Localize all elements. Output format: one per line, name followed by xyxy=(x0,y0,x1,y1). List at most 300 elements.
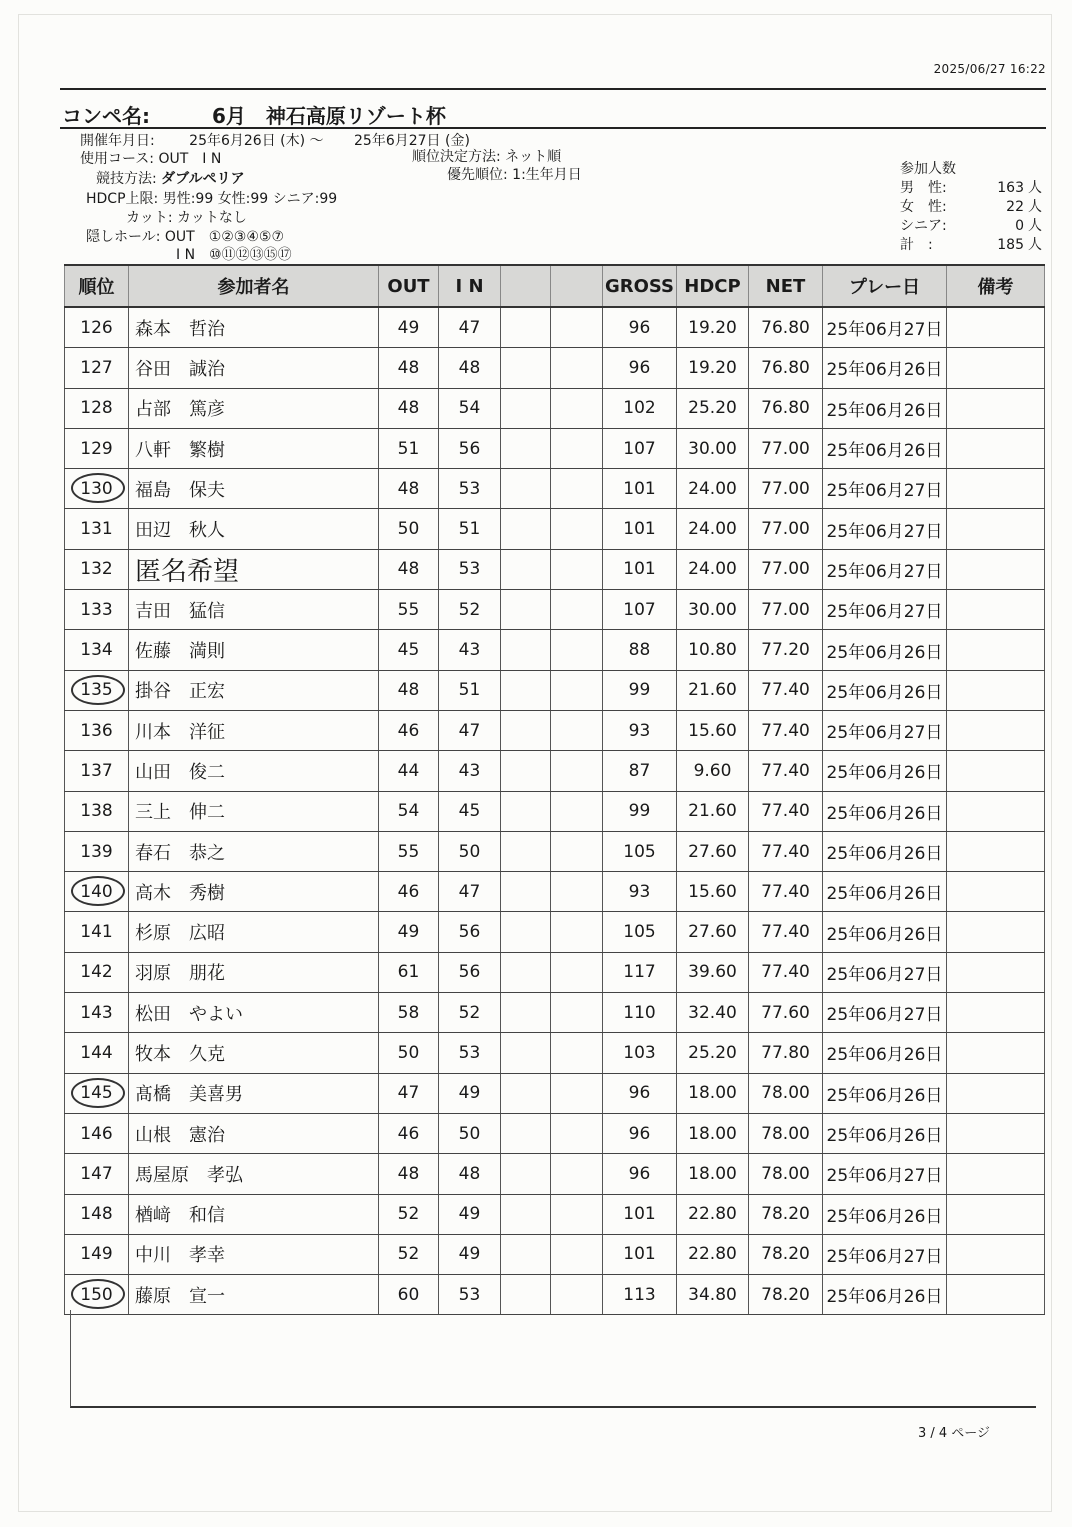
net-value: 78.00 xyxy=(761,1123,810,1144)
name-value: 吉田 猛信 xyxy=(135,600,225,622)
column-header: OUT xyxy=(379,265,439,307)
remarks-cell xyxy=(947,590,1045,630)
gross-cell xyxy=(603,1154,677,1194)
in-value: 47 xyxy=(458,720,481,741)
hdcp-cell xyxy=(677,791,749,831)
counts-title: 参加人数 xyxy=(900,161,956,177)
rank-value: 126 xyxy=(80,317,113,338)
hdcp-cell xyxy=(677,1194,749,1234)
table-row xyxy=(65,1113,1045,1153)
column-header xyxy=(501,265,551,307)
date-label: 開催年月日: xyxy=(80,133,155,149)
table-row xyxy=(65,630,1045,670)
name-cell xyxy=(129,348,379,388)
table-row xyxy=(65,1154,1045,1194)
column-header: HDCP xyxy=(677,265,749,307)
in-value: 47 xyxy=(458,317,481,338)
hdcp-value: 27.60 xyxy=(688,922,737,943)
rank-value: 139 xyxy=(80,841,113,862)
name-cell xyxy=(129,590,379,630)
gross-value: 105 xyxy=(623,841,656,862)
blank-cell xyxy=(501,670,551,710)
out-cell xyxy=(379,509,439,549)
hdcp-value: 9.60 xyxy=(693,760,732,781)
gross-value: 113 xyxy=(623,1284,656,1305)
hdcp-cell xyxy=(677,670,749,710)
name-value: 髙橋 美喜男 xyxy=(135,1084,243,1106)
info-hidden-out xyxy=(86,228,284,246)
gross-cell xyxy=(603,751,677,791)
title-rule xyxy=(60,127,1046,129)
out-cell xyxy=(379,348,439,388)
blank-cell xyxy=(551,912,603,952)
column-header: 参加者名 xyxy=(129,265,379,307)
count-value: 22 xyxy=(1006,199,1024,215)
rank-cell xyxy=(65,549,129,589)
net-cell xyxy=(749,1033,823,1073)
blank-cell xyxy=(551,428,603,468)
competition-name: 6月 神石高原リゾート杯 xyxy=(212,104,446,128)
remarks-cell xyxy=(947,549,1045,589)
table-row xyxy=(65,1073,1045,1113)
date-cell xyxy=(823,388,947,428)
name-cell xyxy=(129,791,379,831)
out-value: 48 xyxy=(397,478,420,499)
rank-cell xyxy=(65,751,129,791)
date-cell xyxy=(823,993,947,1033)
gross-cell xyxy=(603,710,677,750)
gross-cell xyxy=(603,1033,677,1073)
hdcp-value: 18.00 xyxy=(688,1083,737,1104)
results-table xyxy=(64,264,1045,1315)
gross-value: 101 xyxy=(623,1244,656,1265)
gross-value: 101 xyxy=(623,478,656,499)
net-value: 77.40 xyxy=(761,922,810,943)
hdcp-value: 18.00 xyxy=(688,1163,737,1184)
name-cell xyxy=(129,1033,379,1073)
hdcp-value: 21.60 xyxy=(688,680,737,701)
table-row xyxy=(65,348,1045,388)
net-value: 77.40 xyxy=(761,760,810,781)
gross-cell xyxy=(603,428,677,468)
gross-value: 107 xyxy=(623,438,656,459)
blank-cell xyxy=(551,993,603,1033)
rank-cell xyxy=(65,670,129,710)
name-cell xyxy=(129,831,379,871)
rank-value: 149 xyxy=(80,1244,113,1265)
out-value: 58 xyxy=(397,1002,420,1023)
hdcp-cell xyxy=(677,831,749,871)
count-label: 女 性: xyxy=(900,199,947,215)
in-cell xyxy=(439,509,501,549)
rank-cell xyxy=(65,630,129,670)
out-value: 48 xyxy=(397,357,420,378)
table-row xyxy=(65,952,1045,992)
rank-value: 143 xyxy=(80,1002,113,1023)
net-cell xyxy=(749,912,823,952)
gross-value: 96 xyxy=(628,357,651,378)
in-value: 43 xyxy=(458,640,481,661)
name-value: 森本 哲治 xyxy=(135,318,225,340)
out-cell xyxy=(379,388,439,428)
net-value: 77.40 xyxy=(761,962,810,983)
date-value: 25年06月27日 xyxy=(826,1246,943,1267)
rank-value: 129 xyxy=(80,438,113,459)
name-value: 福島 保夫 xyxy=(135,479,225,501)
blank-cell xyxy=(501,549,551,589)
gross-value: 88 xyxy=(628,640,651,661)
blank-cell xyxy=(551,831,603,871)
net-cell xyxy=(749,1194,823,1234)
gross-cell xyxy=(603,912,677,952)
hdcp-value: 15.60 xyxy=(688,720,737,741)
rank-cell xyxy=(65,831,129,871)
name-value: 谷田 誠治 xyxy=(135,358,225,380)
blank-cell xyxy=(551,509,603,549)
rank-value: 147 xyxy=(80,1163,113,1184)
net-cell xyxy=(749,509,823,549)
out-cell xyxy=(379,670,439,710)
hdcp-cell xyxy=(677,710,749,750)
date-cell xyxy=(823,1275,947,1315)
name-cell xyxy=(129,509,379,549)
gross-cell xyxy=(603,1073,677,1113)
net-cell xyxy=(749,872,823,912)
rank-cell xyxy=(65,307,129,348)
net-cell xyxy=(749,670,823,710)
hdcp-value: 22.80 xyxy=(688,1204,737,1225)
out-value: 55 xyxy=(397,599,420,620)
info-hdcp xyxy=(86,190,337,208)
date-value: 25年06月27日 xyxy=(826,481,943,502)
in-value: 50 xyxy=(458,841,481,862)
hdcp-cell xyxy=(677,307,749,348)
remarks-cell xyxy=(947,710,1045,750)
name-value: 高木 秀樹 xyxy=(135,882,225,904)
in-cell xyxy=(439,549,501,589)
gross-cell xyxy=(603,1194,677,1234)
hdcp-cell xyxy=(677,1113,749,1153)
blank-cell xyxy=(501,912,551,952)
in-cell xyxy=(439,670,501,710)
gross-cell xyxy=(603,307,677,348)
name-value: 山田 俊二 xyxy=(135,761,225,783)
rank-cell xyxy=(65,388,129,428)
column-header xyxy=(551,265,603,307)
table-row xyxy=(65,1234,1045,1274)
in-value: 49 xyxy=(458,1244,481,1265)
gross-value: 101 xyxy=(623,1204,656,1225)
date-value: 25年06月26日 xyxy=(826,924,943,945)
gross-cell xyxy=(603,388,677,428)
hdcp-value: 22.80 xyxy=(688,1244,737,1265)
name-cell xyxy=(129,549,379,589)
date-value: 25年06月26日 xyxy=(826,682,943,703)
net-cell xyxy=(749,831,823,871)
net-value: 78.20 xyxy=(761,1244,810,1265)
hdcp-cell xyxy=(677,590,749,630)
column-header: 順位 xyxy=(65,265,129,307)
name-cell xyxy=(129,1073,379,1113)
out-cell xyxy=(379,1033,439,1073)
rank-value: 135 xyxy=(80,680,113,701)
rank-value: 130 xyxy=(80,478,113,499)
net-cell xyxy=(749,791,823,831)
in-value: 48 xyxy=(458,1163,481,1184)
out-value: 52 xyxy=(397,1244,420,1265)
in-cell xyxy=(439,751,501,791)
name-value: 占部 篤彦 xyxy=(135,399,225,421)
net-cell xyxy=(749,590,823,630)
out-cell xyxy=(379,751,439,791)
out-value: 54 xyxy=(397,801,420,822)
net-value: 77.40 xyxy=(761,881,810,902)
date-cell xyxy=(823,751,947,791)
rank-method-label: 順位決定方法: xyxy=(412,149,501,165)
net-cell xyxy=(749,307,823,348)
in-value: 49 xyxy=(458,1083,481,1104)
blank-cell xyxy=(501,428,551,468)
gross-cell xyxy=(603,1275,677,1315)
remarks-cell xyxy=(947,1033,1045,1073)
name-value: 中川 孝幸 xyxy=(135,1245,225,1267)
remarks-cell xyxy=(947,993,1045,1033)
rank-value: 131 xyxy=(80,519,113,540)
date-value: 25年06月26日 xyxy=(826,884,943,905)
in-value: 45 xyxy=(458,801,481,822)
rank-cell xyxy=(65,590,129,630)
hidden-out-value: OUT ①②③④⑤⑦ xyxy=(164,229,285,245)
course-label: 使用コース: xyxy=(80,151,155,167)
rank-value: 138 xyxy=(80,801,113,822)
net-value: 77.60 xyxy=(761,1002,810,1023)
out-value: 45 xyxy=(397,640,420,661)
rank-cell xyxy=(65,1113,129,1153)
gross-cell xyxy=(603,993,677,1033)
blank-cell xyxy=(501,630,551,670)
name-cell xyxy=(129,751,379,791)
date-value: 25年06月27日 xyxy=(826,1005,943,1026)
out-cell xyxy=(379,469,439,509)
cut-label: カット: xyxy=(126,210,173,226)
competition-title xyxy=(62,100,446,129)
in-value: 53 xyxy=(458,1042,481,1063)
name-cell xyxy=(129,1275,379,1315)
in-cell xyxy=(439,1275,501,1315)
blank-cell xyxy=(551,710,603,750)
rank-cell xyxy=(65,952,129,992)
table-row xyxy=(65,670,1045,710)
blank-cell xyxy=(501,307,551,348)
date-cell xyxy=(823,549,947,589)
date-value: 25年06月26日 xyxy=(826,803,943,824)
gross-cell xyxy=(603,670,677,710)
hdcp-cell xyxy=(677,1154,749,1194)
in-cell xyxy=(439,831,501,871)
count-value: 0 xyxy=(1015,218,1024,234)
count-value: 163 xyxy=(997,180,1024,196)
net-value: 78.20 xyxy=(761,1204,810,1225)
blank-cell xyxy=(551,469,603,509)
column-header: プレー日 xyxy=(823,265,947,307)
hdcp-cell xyxy=(677,549,749,589)
out-cell xyxy=(379,307,439,348)
hdcp-value: 19.20 xyxy=(688,317,737,338)
net-cell xyxy=(749,1234,823,1274)
rank-value: 144 xyxy=(80,1042,113,1063)
count-unit: 人 xyxy=(1028,180,1042,196)
gross-value: 99 xyxy=(628,801,651,822)
name-value: 楢﨑 和信 xyxy=(135,1205,225,1227)
net-value: 77.40 xyxy=(761,720,810,741)
date-to: 25年6月27日 (金) xyxy=(354,133,470,149)
in-cell xyxy=(439,348,501,388)
name-cell xyxy=(129,1154,379,1194)
hdcp-cell xyxy=(677,1073,749,1113)
handwritten-circle-mark xyxy=(71,876,125,906)
name-value: 八軒 繁樹 xyxy=(135,439,225,461)
date-value: 25年06月27日 xyxy=(826,1166,943,1187)
in-value: 53 xyxy=(458,559,481,580)
out-cell xyxy=(379,710,439,750)
rank-cell xyxy=(65,469,129,509)
hdcp-value: 30.00 xyxy=(688,438,737,459)
info-rank-method xyxy=(412,148,561,166)
name-cell xyxy=(129,952,379,992)
out-cell xyxy=(379,428,439,468)
table-row xyxy=(65,549,1045,589)
out-cell xyxy=(379,952,439,992)
count-unit: 人 xyxy=(1028,218,1042,234)
rank-cell xyxy=(65,791,129,831)
name-value: 牧本 久克 xyxy=(135,1043,225,1065)
in-cell xyxy=(439,1033,501,1073)
out-cell xyxy=(379,993,439,1033)
table-row xyxy=(65,751,1045,791)
blank-cell xyxy=(501,952,551,992)
out-value: 46 xyxy=(397,720,420,741)
gross-cell xyxy=(603,872,677,912)
gross-cell xyxy=(603,549,677,589)
blank-cell xyxy=(501,388,551,428)
out-value: 48 xyxy=(397,559,420,580)
date-cell xyxy=(823,509,947,549)
blank-cell xyxy=(551,1033,603,1073)
hdcp-cell xyxy=(677,348,749,388)
play-method-value: ダブルペリア xyxy=(161,171,245,187)
column-header: I N xyxy=(439,265,501,307)
remarks-cell xyxy=(947,1275,1045,1315)
date-value: 25年06月26日 xyxy=(826,1085,943,1106)
date-value: 25年06月27日 xyxy=(826,964,943,985)
rank-value: 141 xyxy=(80,922,113,943)
net-value: 77.40 xyxy=(761,680,810,701)
net-value: 77.40 xyxy=(761,801,810,822)
rank-value: 146 xyxy=(80,1123,113,1144)
date-cell xyxy=(823,831,947,871)
blank-cell xyxy=(551,1073,603,1113)
date-cell xyxy=(823,1234,947,1274)
hdcp-cell xyxy=(677,1033,749,1073)
net-value: 77.00 xyxy=(761,519,810,540)
in-value: 56 xyxy=(458,438,481,459)
info-cut xyxy=(126,209,247,227)
blank-cell xyxy=(551,1234,603,1274)
hdcp-cell xyxy=(677,469,749,509)
date-cell xyxy=(823,872,947,912)
out-value: 48 xyxy=(397,1163,420,1184)
gross-cell xyxy=(603,590,677,630)
name-value: 三上 伸二 xyxy=(135,802,225,824)
table-footer-area xyxy=(70,1310,1036,1408)
table-row xyxy=(65,388,1045,428)
in-value: 47 xyxy=(458,881,481,902)
rank-value: 148 xyxy=(80,1204,113,1225)
net-cell xyxy=(749,1073,823,1113)
remarks-cell xyxy=(947,1113,1045,1153)
date-value: 25年06月26日 xyxy=(826,642,943,663)
remarks-cell xyxy=(947,509,1045,549)
in-value: 53 xyxy=(458,478,481,499)
net-value: 76.80 xyxy=(761,398,810,419)
date-value: 25年06月27日 xyxy=(826,320,943,341)
in-cell xyxy=(439,307,501,348)
out-cell xyxy=(379,630,439,670)
remarks-cell xyxy=(947,791,1045,831)
in-cell xyxy=(439,630,501,670)
gross-value: 93 xyxy=(628,720,651,741)
net-cell xyxy=(749,1275,823,1315)
hdcp-value: 10.80 xyxy=(688,640,737,661)
table-row xyxy=(65,872,1045,912)
hdcp-cell xyxy=(677,388,749,428)
net-cell xyxy=(749,993,823,1033)
blank-cell xyxy=(501,509,551,549)
name-cell xyxy=(129,1194,379,1234)
in-value: 49 xyxy=(458,1204,481,1225)
gross-value: 117 xyxy=(623,962,656,983)
gross-value: 103 xyxy=(623,1042,656,1063)
table-row xyxy=(65,469,1045,509)
remarks-cell xyxy=(947,1194,1045,1234)
out-value: 60 xyxy=(397,1284,420,1305)
blank-cell xyxy=(501,1113,551,1153)
gross-value: 87 xyxy=(628,760,651,781)
in-value: 51 xyxy=(458,519,481,540)
print-timestamp: 2025/06/27 16:22 xyxy=(933,62,1046,76)
hdcp-value: 15.60 xyxy=(688,881,737,902)
remarks-cell xyxy=(947,670,1045,710)
name-value: 馬屋原 孝弘 xyxy=(135,1164,243,1186)
date-value: 25年06月27日 xyxy=(826,561,943,582)
rank-cell xyxy=(65,1234,129,1274)
in-cell xyxy=(439,1073,501,1113)
in-value: 56 xyxy=(458,962,481,983)
name-value: 春石 恭之 xyxy=(135,842,225,864)
out-value: 46 xyxy=(397,881,420,902)
blank-cell xyxy=(551,630,603,670)
gross-cell xyxy=(603,831,677,871)
gross-value: 101 xyxy=(623,559,656,580)
blank-cell xyxy=(501,993,551,1033)
date-value: 25年06月26日 xyxy=(826,400,943,421)
date-value: 25年06月26日 xyxy=(826,844,943,864)
blank-cell xyxy=(501,751,551,791)
net-value: 76.80 xyxy=(761,317,810,338)
out-cell xyxy=(379,1113,439,1153)
net-cell xyxy=(749,388,823,428)
rank-cell xyxy=(65,1033,129,1073)
